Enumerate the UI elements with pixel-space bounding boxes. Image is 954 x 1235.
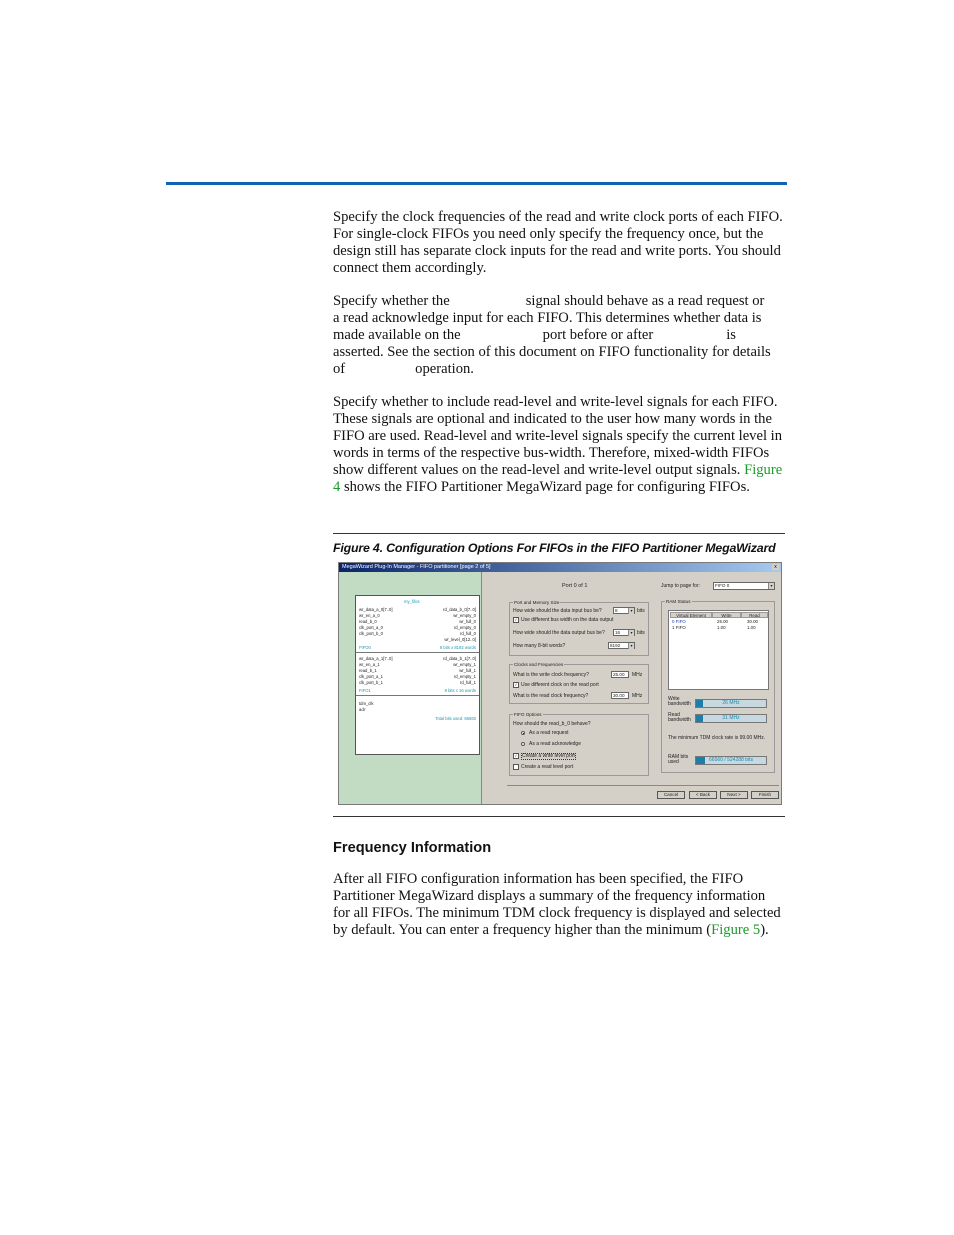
paragraph-frequency-info xyxy=(333,871,785,939)
column-header: Read xyxy=(741,612,768,618)
output-width-select[interactable] xyxy=(613,629,635,636)
port-label: wr_empty_1 xyxy=(453,662,476,667)
figure-4-link[interactable]: Figure 4 xyxy=(333,462,783,495)
output-width-value: 16 xyxy=(615,630,621,635)
input-width-label: How wide should the data input bus be? xyxy=(513,608,602,614)
write-freq-input[interactable]: 25.00 xyxy=(611,671,629,678)
fifo-symbol-diagram xyxy=(355,595,480,755)
mhz-label: MHz xyxy=(632,693,643,699)
write-bandwidth-meter xyxy=(695,699,767,708)
read-bandwidth-label: Read bandwidth xyxy=(668,712,691,723)
write-level-label: Create a write level port xyxy=(522,753,575,759)
p2-text: signal should behave as a read request or xyxy=(525,293,765,309)
ram-bits-label: RAM bits used xyxy=(668,754,689,765)
back-button[interactable]: < Back xyxy=(689,791,717,799)
p2-text: asserted. See the section of this document on FIFO functionality for details xyxy=(333,344,771,360)
figure-bottom-rule xyxy=(333,816,785,817)
port-label: read_b_1 xyxy=(359,668,377,673)
read-ack-label: As a read acknowledge xyxy=(529,741,581,747)
symbol-preview-pane xyxy=(339,572,482,804)
port-label: read_b_0 xyxy=(359,619,377,624)
mhz-label: MHz xyxy=(632,672,643,678)
chevron-down-icon[interactable]: ▾ xyxy=(628,630,634,636)
finish-button[interactable]: Finish xyxy=(751,791,779,799)
jump-label: Jump to page for: xyxy=(661,583,700,589)
port-label: rd_full_0 xyxy=(459,631,476,636)
chevron-down-icon[interactable]: ▾ xyxy=(768,583,774,589)
chevron-down-icon[interactable]: ▾ xyxy=(628,608,634,614)
port-label: wr_data_a_1[7..0] xyxy=(359,656,393,661)
group-title: RAM Status xyxy=(666,599,691,604)
different-clock-label: Use different clock on the read port xyxy=(521,682,599,688)
output-width-label: How wide should the data output bus be? xyxy=(513,630,605,636)
port-label: rd_empty_0 xyxy=(453,625,476,630)
p3-text: Specify whether to include read-level and write-level signals for each FIFO. These signals are optional and indicated to the user how many words in the FIFO are used. Read-level and write-level signals specify the current level in words in terms of the respective bus-width. Therefore, mixed-width FIFOs show different values on the read-level and write-level output signals. xyxy=(333,394,783,478)
figure-caption: Figure 4. Configuration Options For FIFOs in the FIFO Partitioner MegaWizard xyxy=(333,541,776,555)
table-cell: 1.00 xyxy=(717,625,726,630)
divider xyxy=(356,652,479,653)
port-label: clk_port_a_1 xyxy=(359,674,383,679)
read-level-label: Create a read level port xyxy=(521,764,574,770)
megawizard-screenshot xyxy=(338,562,782,805)
port-label: wr_level_0[12..0] xyxy=(444,637,476,642)
p2-text: port before or after xyxy=(542,327,654,343)
p2-text: a read acknowledge input for each FIFO. This determines whether data is xyxy=(333,310,762,326)
group-title: Port and Memory Size xyxy=(514,600,560,605)
figure-5-link[interactable]: Figure 5 xyxy=(711,922,761,938)
words-label: How many 8-bit words? xyxy=(513,643,566,649)
table-cell: 1.00 xyxy=(747,625,756,630)
paragraph-level-signals xyxy=(333,394,785,496)
meter-fill xyxy=(696,700,703,707)
p3-text: shows the FIFO Partitioner MegaWizard page for configuring FIFOs. xyxy=(343,479,750,495)
table-cell: 30.00 xyxy=(747,619,758,624)
jump-value: FIFO 0 xyxy=(715,583,730,588)
write-freq-label: What is the write clock frequency? xyxy=(513,672,589,678)
figure-top-rule xyxy=(333,533,785,534)
paragraph-readb-behavior xyxy=(333,293,785,378)
different-width-checkbox[interactable]: ✓ xyxy=(514,617,518,622)
read-freq-label: What is the read clock frequency? xyxy=(513,693,589,699)
input-width-select[interactable] xyxy=(613,607,635,614)
port-label: clk_port_b_1 xyxy=(359,680,383,685)
jump-select[interactable] xyxy=(713,582,775,590)
read-bandwidth-value: 31 MHz xyxy=(722,715,740,721)
table-cell: 25.00 xyxy=(717,619,728,624)
p4-text: ). xyxy=(760,922,769,938)
p2-text: is xyxy=(726,327,736,343)
port-memory-group xyxy=(509,602,649,656)
button-separator xyxy=(507,785,779,786)
total-bits-label: Total bits used: 66560 xyxy=(435,716,476,721)
p2-text: Specify whether the xyxy=(333,293,450,309)
table-cell: 1 FIFO xyxy=(672,625,686,630)
port-counter: Port 0 of 1 xyxy=(562,583,588,589)
window-titlebar xyxy=(339,563,781,572)
port-label: rd_data_b_0[7..0] xyxy=(443,607,476,612)
different-width-label: Use different bus width on the data output xyxy=(521,617,614,623)
write-bandwidth-value: 26 MHz xyxy=(722,700,740,706)
readb-question: How should the read_b_0 behave? xyxy=(513,721,591,727)
group-title: Clocks and Frequencies xyxy=(514,662,564,667)
meter-fill xyxy=(696,715,703,722)
cancel-button[interactable]: Cancel xyxy=(657,791,685,799)
ram-status-table xyxy=(668,610,769,690)
clocks-group xyxy=(509,664,649,704)
read-freq-input[interactable]: 30.00 xyxy=(611,692,629,699)
port-label: wr_en_a_0 xyxy=(359,613,380,618)
table-cell: 0 FIFO xyxy=(672,619,686,624)
header-rule xyxy=(166,182,787,185)
bits-label: bits xyxy=(637,608,645,614)
p2-text: made available on the xyxy=(333,327,461,343)
port-label: wr_empty_0 xyxy=(453,613,476,618)
fifo0-name: FIFO0 xyxy=(359,645,371,650)
fifo0-size: 8 bits x 8192 words xyxy=(439,645,476,650)
p4-text: After all FIFO configuration information has been specified, the FIFO Partitioner MegaWizard displays a summary of the frequency information for all FIFOs. The minimum TDM clock frequency is displayed and selected by default. You can enter a frequency higher than the minimum ( xyxy=(333,871,781,938)
fifo1-name: FIFO1 xyxy=(359,688,371,693)
p2-text: of xyxy=(333,361,346,377)
ram-status-group xyxy=(661,601,775,773)
port-label: rd_data_b_1[7..0] xyxy=(443,656,476,661)
write-level-checkbox[interactable]: ✓ xyxy=(514,753,518,758)
group-title: FIFO Options xyxy=(514,712,542,717)
words-select[interactable] xyxy=(608,642,635,649)
read-level-checkbox[interactable] xyxy=(513,764,519,770)
port-label: wr_full_0 xyxy=(459,619,476,624)
bits-label: bits xyxy=(637,630,645,636)
port-label: clk_port_b_0 xyxy=(359,631,383,636)
write-bandwidth-label: Write bandwidth xyxy=(668,696,691,707)
column-header: Write xyxy=(712,612,741,618)
port-label: aclr xyxy=(359,707,366,712)
fifo-options-group xyxy=(509,714,649,776)
column-header: Virtual Element xyxy=(670,612,712,618)
read-ack-radio[interactable] xyxy=(521,742,525,746)
divider xyxy=(356,695,479,696)
next-button[interactable]: Next > xyxy=(720,791,748,799)
chevron-down-icon[interactable]: ▾ xyxy=(628,643,634,649)
port-label: wr_full_1 xyxy=(459,668,476,673)
ram-bits-meter xyxy=(695,756,767,765)
paragraph-clock-frequencies: Specify the clock frequencies of the read and write clock ports of each FIFO. For single-clock FIFOs you need only specify the frequency once, but the design still has separate clock inputs for the read and write ports. You should connect them accordingly. xyxy=(333,209,783,276)
read-request-label: As a read request xyxy=(529,730,569,736)
window-title: MegaWizard Plug-In Manager - FIFO partitioner [page 2 of 5] xyxy=(342,564,491,570)
min-tdm-text: The minimum TDM clock rate is 99.00 MHz. xyxy=(668,735,766,741)
port-label: tdm_clk xyxy=(359,701,374,706)
section-heading: Frequency Information xyxy=(333,840,492,856)
input-width-value: 8 xyxy=(615,608,618,613)
fifo1-size: 8 bits x 16 words xyxy=(444,688,476,693)
port-label: clk_port_a_0 xyxy=(359,625,383,630)
meter-fill xyxy=(696,757,705,764)
read-request-radio[interactable] xyxy=(521,731,525,735)
ram-bits-value: 66560 / 524288 bits xyxy=(709,757,753,763)
port-label: rd_full_1 xyxy=(459,680,476,685)
different-clock-checkbox[interactable]: ✓ xyxy=(514,682,518,687)
read-bandwidth-meter xyxy=(695,714,767,723)
port-label: wr_data_a_0[7..0] xyxy=(359,607,393,612)
diagram-title: my_fifos xyxy=(404,599,420,604)
words-value: 8192 xyxy=(610,643,621,648)
port-label: wr_en_a_1 xyxy=(359,662,380,667)
close-icon[interactable]: x xyxy=(772,564,779,570)
p2-text: operation. xyxy=(415,361,474,377)
port-label: rd_empty_1 xyxy=(453,674,476,679)
